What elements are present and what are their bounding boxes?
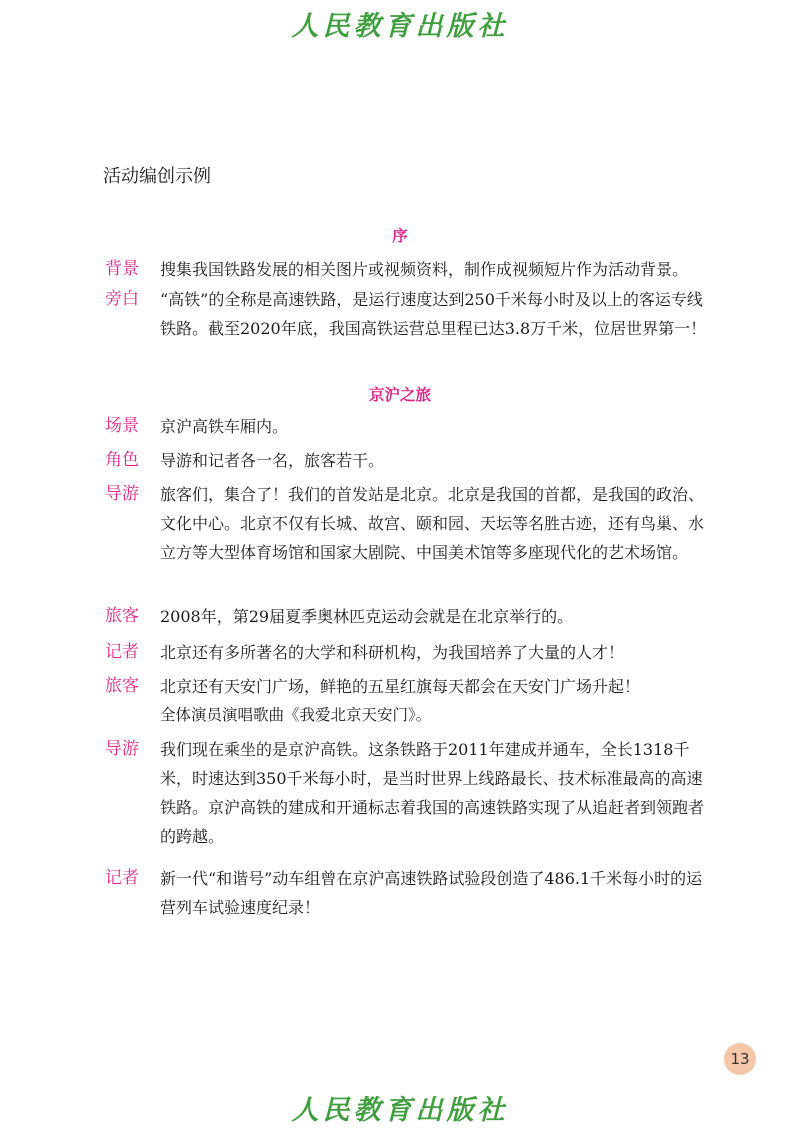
speaker-label: 背景	[105, 259, 139, 279]
scene-heading-prologue: 序	[392, 226, 408, 245]
line-text: 北京还有天安门广场，鲜艳的五星红旗每天都会在天安门广场升起！	[160, 677, 641, 696]
speaker-label: 记者	[105, 868, 139, 888]
speaker-label: 记者	[105, 642, 139, 662]
stage-direction: 全体演员演唱歌曲《我爱北京天安门》。	[160, 706, 432, 724]
speaker-label: 导游	[105, 484, 139, 504]
line-text-with-stage	[160, 672, 708, 730]
scene-heading-journey: 京沪之旅	[368, 385, 431, 404]
speaker-label: 旅客	[105, 606, 139, 626]
line-text: 北京还有多所著名的大学和科研机构，为我国培养了大量的人才！	[160, 643, 625, 662]
line-text: 我们现在乘坐的是京沪高铁。这条铁路于2011年建成并通车，全长1318千米，时速达到350千米每小时，是当时世界上线路最长、技术标准最高的高速铁路。京沪高铁的建成和开通标志着我国的高速铁路实现了从追赶者到领跑者的跨越。	[160, 740, 705, 846]
speaker-label: 角色	[105, 450, 139, 470]
line-text: 旅客们，集合了！我们的首发站是北京。北京是我国的首都，是我国的政治、文化中心。北京不仅有长城、故宫、颐和园、天坛等名胜古迹，还有鸟巢、水立方等大型体育场馆和国家大剧院、中国美术馆等多座现代化的艺术场馆。	[160, 485, 705, 562]
line-text: 搜集我国铁路发展的相关图片或视频资料，制作成视频短片作为活动背景。	[160, 260, 689, 279]
publisher-logo-top: 人民教育出版社	[291, 11, 509, 42]
publisher-logo-bottom: 人民教育出版社	[291, 1095, 509, 1126]
speaker-label: 旅客	[105, 676, 139, 696]
line-text: “高铁”的全称是高速铁路，是运行速度达到250千米每小时及以上的客运专线铁路。截至2020年底，我国高铁运营总里程已达3.8万千米，位居世界第一！	[160, 290, 707, 338]
speaker-label: 导游	[105, 739, 139, 759]
line-text: 2008年，第29届夏季奥林匹克运动会就是在北京举行的。	[160, 607, 574, 626]
speaker-label: 场景	[105, 416, 139, 436]
speaker-label: 旁白	[105, 289, 139, 309]
line-text: 导游和记者各一名，旅客若干。	[160, 451, 385, 470]
line-text: 京沪高铁车厢内。	[160, 417, 289, 436]
page-number-badge: 13	[724, 1043, 756, 1075]
section-title: 活动编创示例	[103, 166, 211, 187]
line-text: 新一代“和谐号”动车组曾在京沪高速铁路试验段创造了486.1千米每小时的运营列车试验速度纪录！	[160, 869, 703, 917]
